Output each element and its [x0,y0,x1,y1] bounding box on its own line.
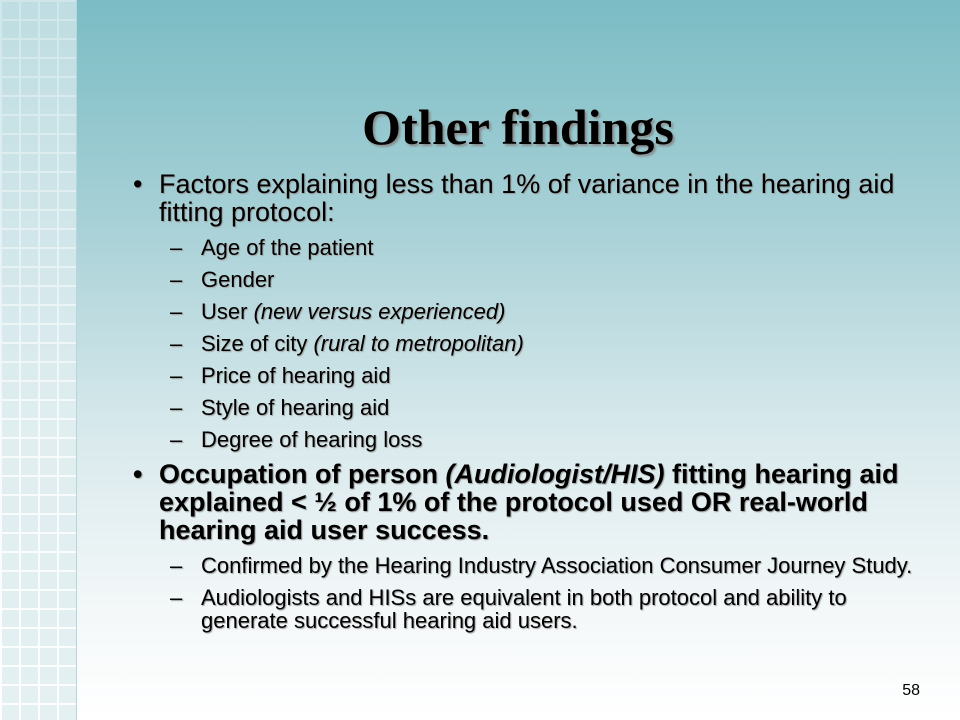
sub-bullet-text: Gender [201,267,275,292]
dash-marker: – [170,363,183,388]
sub-bullet-text: User [201,299,254,324]
dash-marker: – [170,299,183,324]
bullet-text-italic: (Audiologist/HIS) [445,459,665,489]
sub-bullet-text: Age of the patient [201,235,374,260]
sub-bullet-italic: (rural to metropolitan) [313,331,524,356]
bullet-text: Factors explaining less than 1% of variance in the hearing aid fitting protocol: [159,169,895,227]
slide-content [125,170,925,641]
sub-bullet-text: Size of city [201,331,314,356]
bullet-text-c: fitting hearing aid explained < ½ of 1% of the protocol used OR real-world hearing aid user success. [159,459,899,545]
sub-bullet-text: Style of hearing aid [201,395,390,420]
sub-bullet-city [125,332,925,355]
dash-marker: – [170,585,183,610]
bullet-occupation [125,460,925,544]
sub-bullet-style [125,396,925,419]
sub-bullet-text: Audiologists and HISs are equivalent in both protocol and ability to generate successful hearing aid users. [201,585,847,633]
sub-bullet-text: Confirmed by the Hearing Industry Association Consumer Journey Study. [201,553,913,578]
sub-bullet-gender [125,268,925,291]
dash-marker: – [170,331,183,356]
dash-marker: – [170,427,183,452]
factor-list [125,236,925,451]
bullet-marker: • [133,169,143,199]
sub-bullet-text: Price of hearing aid [201,363,391,388]
sub-bullet-equivalent [125,586,925,632]
decorative-grid-strip [0,0,77,720]
slide-title: Other findings [362,99,674,155]
sub-bullet-text: Degree of hearing loss [201,427,423,452]
occupation-sub-list [125,554,925,632]
page-number: 58 [902,682,920,699]
sub-bullet-confirmed [125,554,925,577]
bullet-text-a: Occupation of person [159,459,446,489]
sub-bullet-italic: (new versus experienced) [253,299,506,324]
sub-bullet-user [125,300,925,323]
dash-marker: – [170,553,183,578]
dash-marker: – [170,267,183,292]
bullet-factors [125,170,925,226]
bullet-marker: • [133,459,143,489]
dash-marker: – [170,235,183,260]
sub-bullet-degree [125,428,925,451]
sub-bullet-price [125,364,925,387]
dash-marker: – [170,395,183,420]
sub-bullet-age [125,236,925,259]
